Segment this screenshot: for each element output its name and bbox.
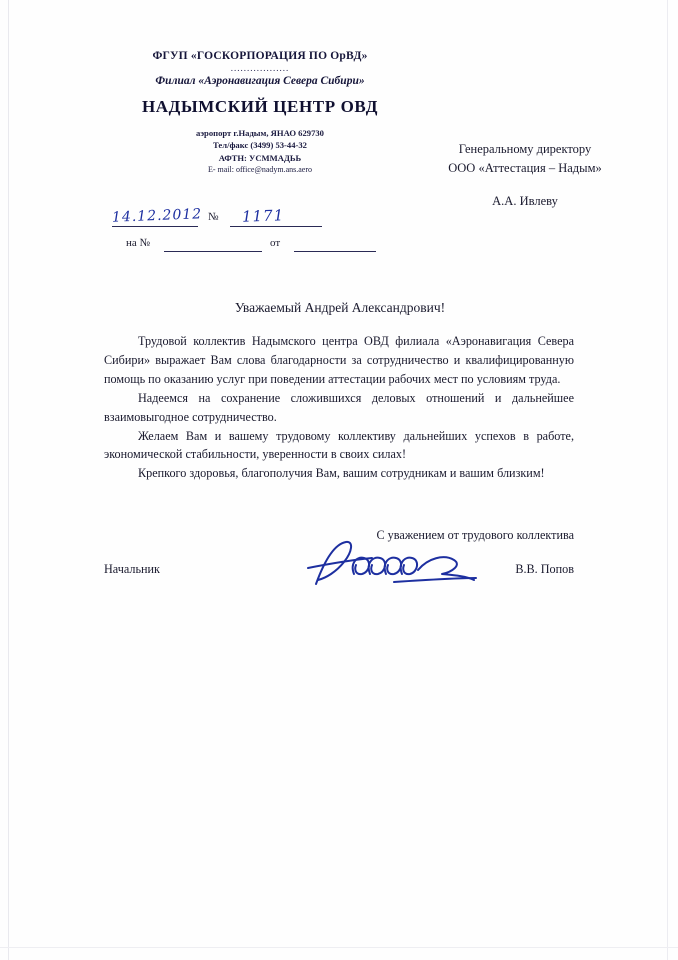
letterhead-email: E- mail: office@nadym.ans.aero [207, 165, 313, 175]
addressee-line-1: Генеральному директору [458, 142, 592, 156]
reply-to-rule [164, 251, 262, 252]
body-paragraph-1: Трудовой коллектив Надымского центра ОВД филиала «Аэронавигация Севера Сибири» выражает Вам слова благодарности за сотрудничество и квалифицированную помощь по оказанию услуг при поведении аттестации рабочих мест по условиям труда. [104, 334, 574, 386]
page-edge-left [8, 0, 9, 960]
reply-to-label: на № [126, 237, 151, 249]
from-label: от [270, 237, 281, 249]
signer-title: Начальник [104, 562, 160, 576]
date-rule [112, 226, 198, 227]
letterhead-branch: Филиал «Аэронавигация Севера Сибири» [155, 75, 365, 87]
page-edge-right [667, 0, 668, 960]
number-rule [230, 226, 322, 227]
body-paragraph-4: Крепкого здоровья, благополучия Вам, вашим сотрудникам и вашим близким! [138, 466, 545, 481]
closing-line: С уважением от трудового коллектива [376, 528, 574, 542]
letterhead-aftn: АФТН: УСММАДЬЬ [218, 152, 302, 163]
addressee-person: А.А. Ивлеву [492, 193, 558, 208]
letter-body [104, 332, 574, 483]
reference-row-reply [112, 237, 362, 257]
letterhead-separator: .................. [230, 63, 290, 73]
date-handwritten: 14.12.2012 [111, 206, 203, 226]
letterhead-phone: Тел/факс (3499) 53-44-32 [213, 140, 307, 151]
number-handwritten: 1171 [241, 206, 285, 226]
body-paragraph-2: Надеемся на сохранение сложившихся деловых отношений и дальнейшее взаимовыгодное сотрудничество. [104, 390, 574, 424]
letterhead-address: аэропорт г.Надым, ЯНАО 629730 [196, 128, 324, 138]
addressee-block [400, 140, 650, 210]
salutation: Уважаемый Андрей Александрович! [234, 300, 446, 315]
page-edge-bottom [0, 947, 678, 948]
from-rule [294, 251, 376, 252]
handwritten-signature-icon [294, 534, 534, 594]
addressee-line-2: ООО «Аттестация – Надым» [448, 160, 602, 175]
reference-row-date [111, 206, 362, 232]
number-label: № [208, 211, 219, 223]
signer-name: В.В. Попов [515, 562, 574, 576]
letterhead-center-name: НАДЫМСКИЙ ЦЕНТР ОВД [141, 97, 378, 116]
reference-block [111, 206, 362, 257]
letterhead-organization: ФГУП «ГОСКОРПОРАЦИЯ ПО ОрВД» [152, 50, 368, 62]
body-paragraph-3: Желаем Вам и вашему трудовому коллективу дальнейших успехов в работе, экономической стабильности, уверенности в своих силах! [104, 428, 574, 462]
